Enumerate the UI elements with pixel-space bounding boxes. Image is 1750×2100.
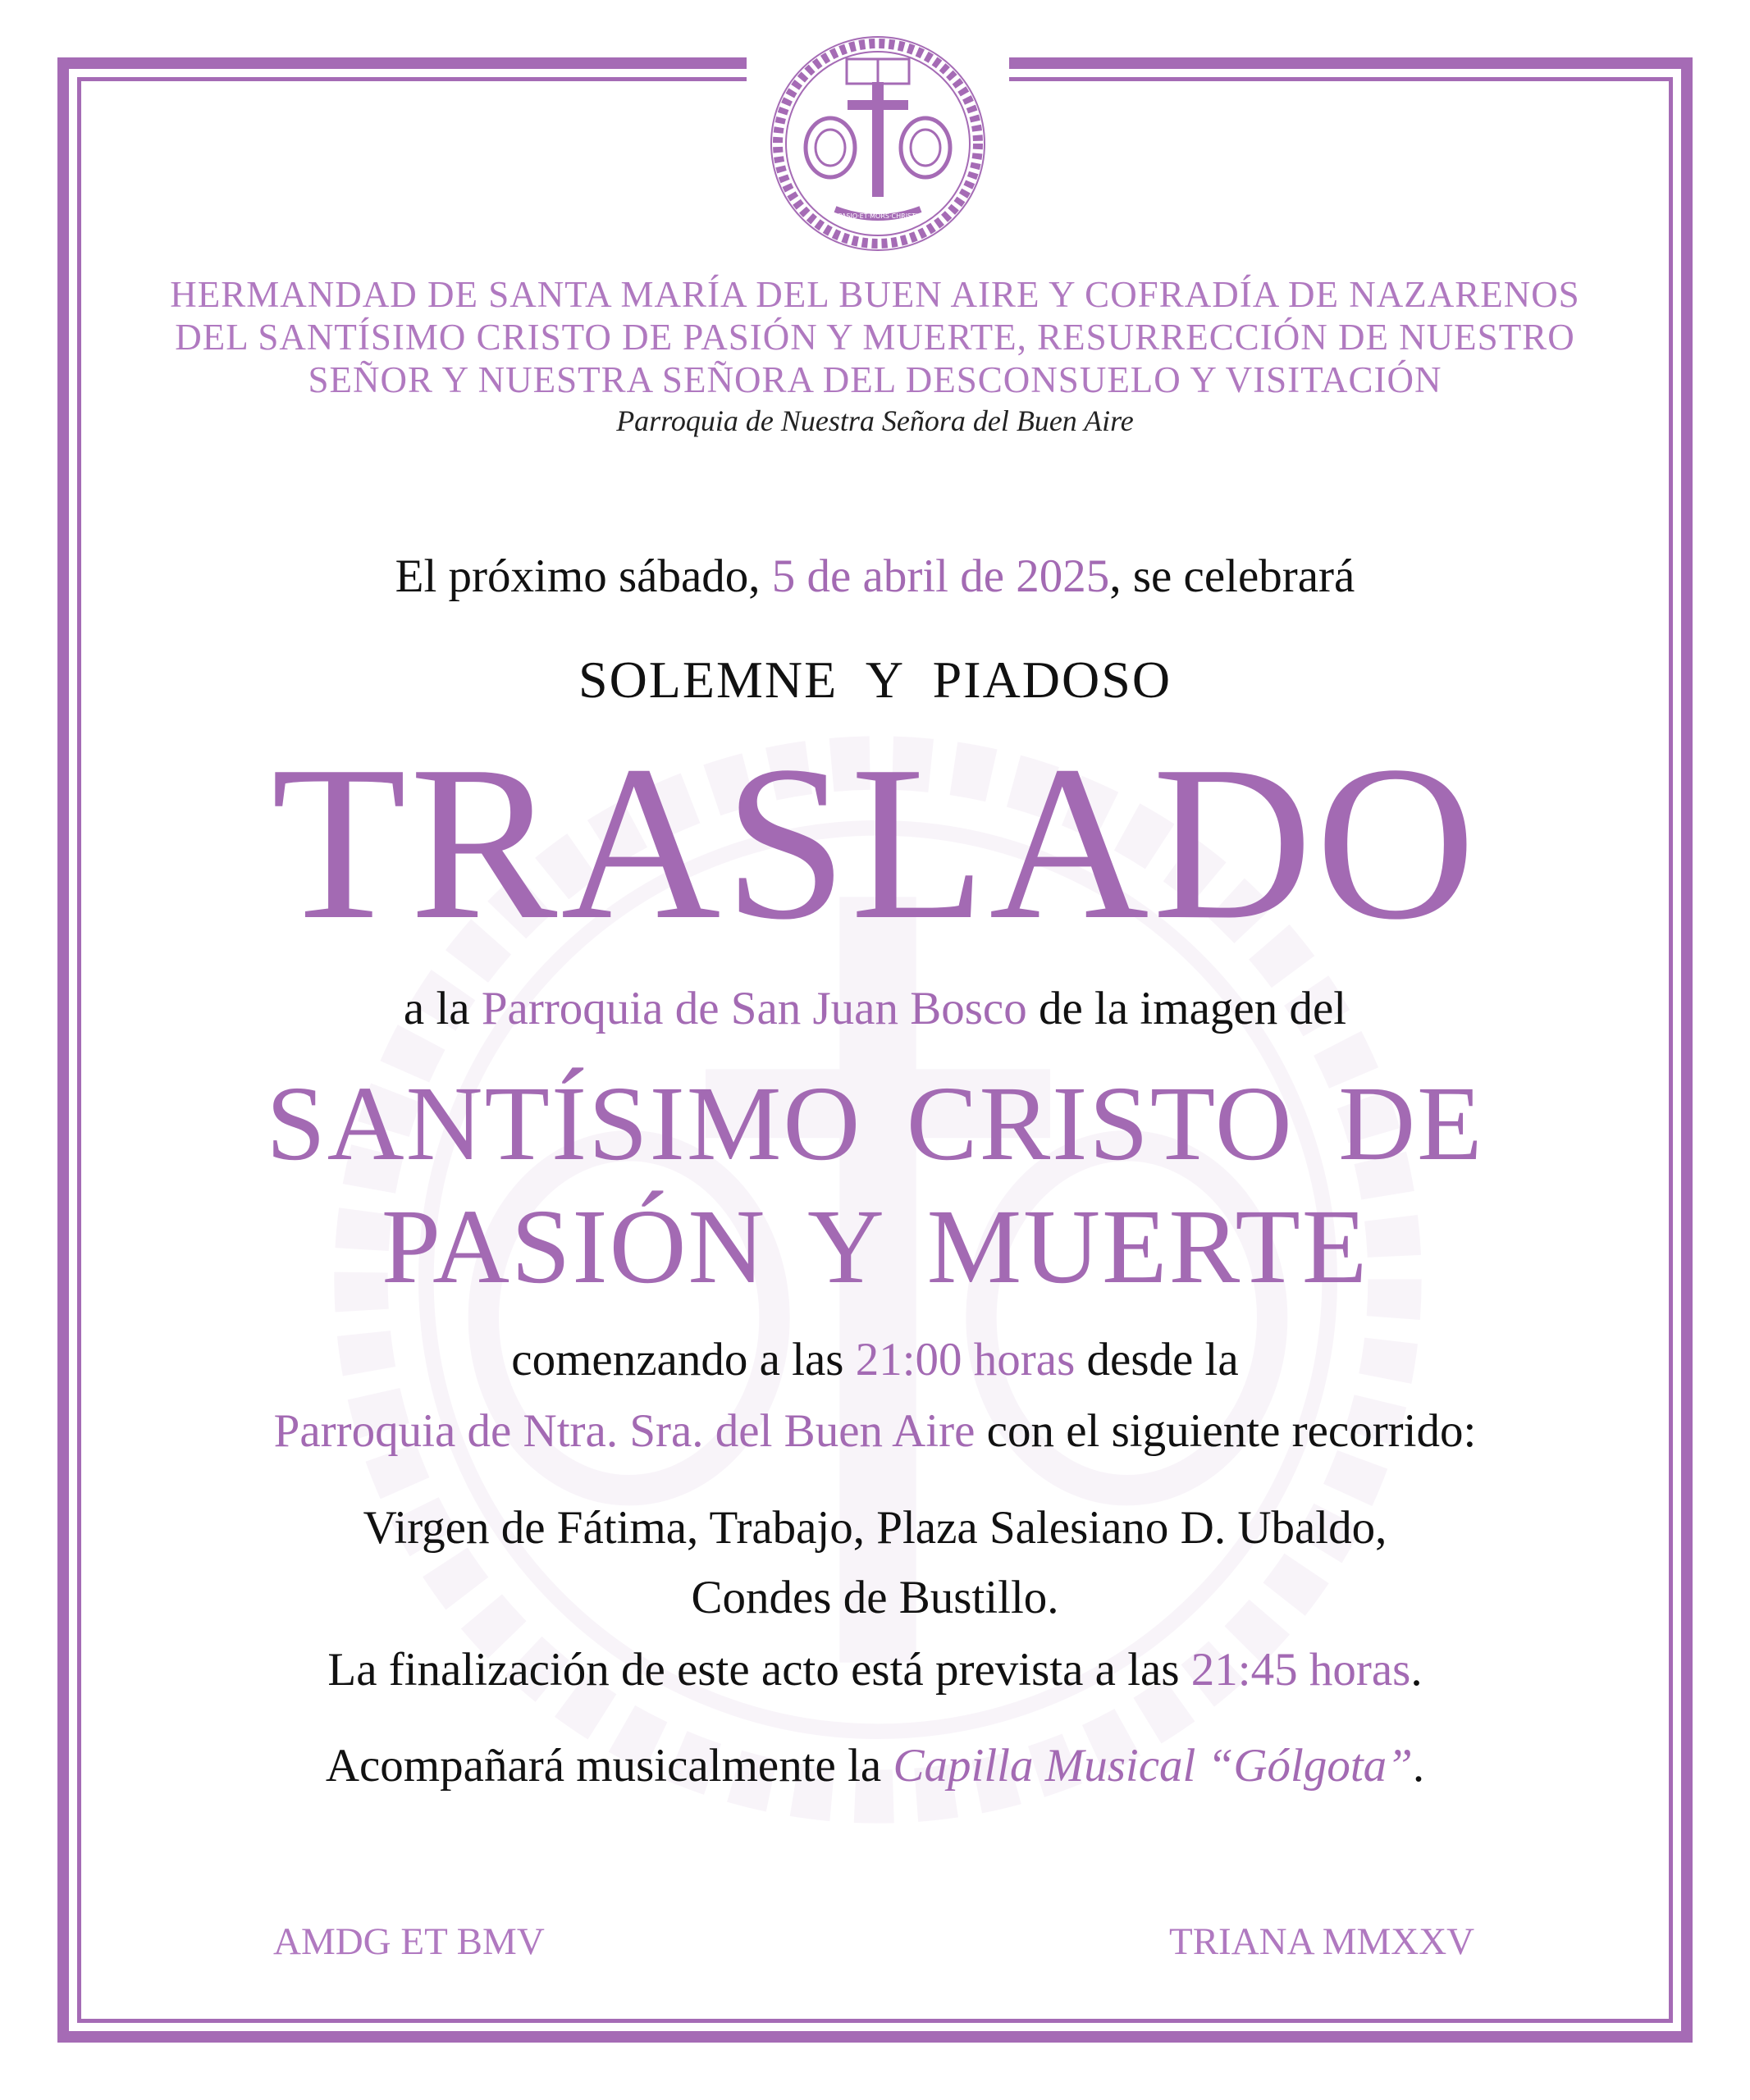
route-line-1: Virgen de Fátima, Trabajo, Plaza Salesiano D. Ubaldo, bbox=[363, 1502, 1387, 1554]
origin-place: Parroquia de Ntra. Sra. del Buen Aire bbox=[273, 1405, 976, 1457]
start-after: desde la bbox=[1086, 1334, 1239, 1386]
event-date: 5 de abril de 2025 bbox=[771, 550, 1110, 602]
intro-line bbox=[0, 550, 1750, 603]
end-before: La finalización de este acto está prevista a las bbox=[327, 1644, 1180, 1696]
music-group: Capilla Musical “Gólgota” bbox=[893, 1740, 1413, 1792]
header-line-3: SEÑOR Y NUESTRA SEÑORA DEL DESCONSUELO Y VISITACIÓN bbox=[308, 359, 1442, 400]
solemne-line: SOLEMNE Y PIADOSO bbox=[578, 651, 1172, 709]
footer-right: TRIANA MMXXV bbox=[1169, 1920, 1475, 1963]
parish-subtitle: Parroquia de Nuestra Señora del Buen Aire bbox=[616, 404, 1134, 437]
destination-line bbox=[0, 982, 1750, 1035]
destination-before: a la bbox=[403, 983, 470, 1034]
end-line bbox=[0, 1643, 1750, 1696]
image-name-line-2: PASIÓN Y MUERTE bbox=[381, 1188, 1369, 1306]
seal-inscription: PASIO·ET·MORS·CHRISTI bbox=[838, 212, 918, 220]
music-after: . bbox=[1412, 1740, 1425, 1792]
music-line bbox=[0, 1739, 1750, 1792]
start-before: comenzando a las bbox=[511, 1334, 844, 1386]
header-line-1: HERMANDAD DE SANTA MARÍA DEL BUEN AIRE Y COFRADÍA DE NAZARENOS bbox=[170, 274, 1580, 315]
end-time: 21:45 horas bbox=[1190, 1644, 1411, 1696]
start-time: 21:00 horas bbox=[855, 1334, 1076, 1386]
destination-place: Parroquia de San Juan Bosco bbox=[481, 983, 1027, 1034]
music-before: Acompañará musicalmente la bbox=[325, 1740, 882, 1792]
origin-line bbox=[0, 1404, 1750, 1458]
start-line bbox=[0, 1333, 1750, 1386]
image-name-line-1: SANTÍSIMO CRISTO DE bbox=[266, 1065, 1484, 1183]
end-after: . bbox=[1410, 1644, 1423, 1696]
header-line-2: DEL SANTÍSIMO CRISTO DE PASIÓN Y MUERTE, RESURRECCIÓN DE NUESTRO bbox=[175, 317, 1575, 358]
origin-after: con el siguiente recorrido: bbox=[986, 1405, 1477, 1457]
destination-after: de la imagen del bbox=[1038, 983, 1347, 1034]
event-title: TRASLADO bbox=[271, 720, 1479, 966]
intro-before: El próximo sábado, bbox=[395, 550, 761, 602]
intro-after: , se celebrará bbox=[1109, 550, 1355, 602]
brotherhood-seal-icon bbox=[755, 25, 1001, 262]
footer-left: AMDG ET BMV bbox=[273, 1920, 545, 1963]
route-line-2: Condes de Bustillo. bbox=[691, 1572, 1059, 1623]
